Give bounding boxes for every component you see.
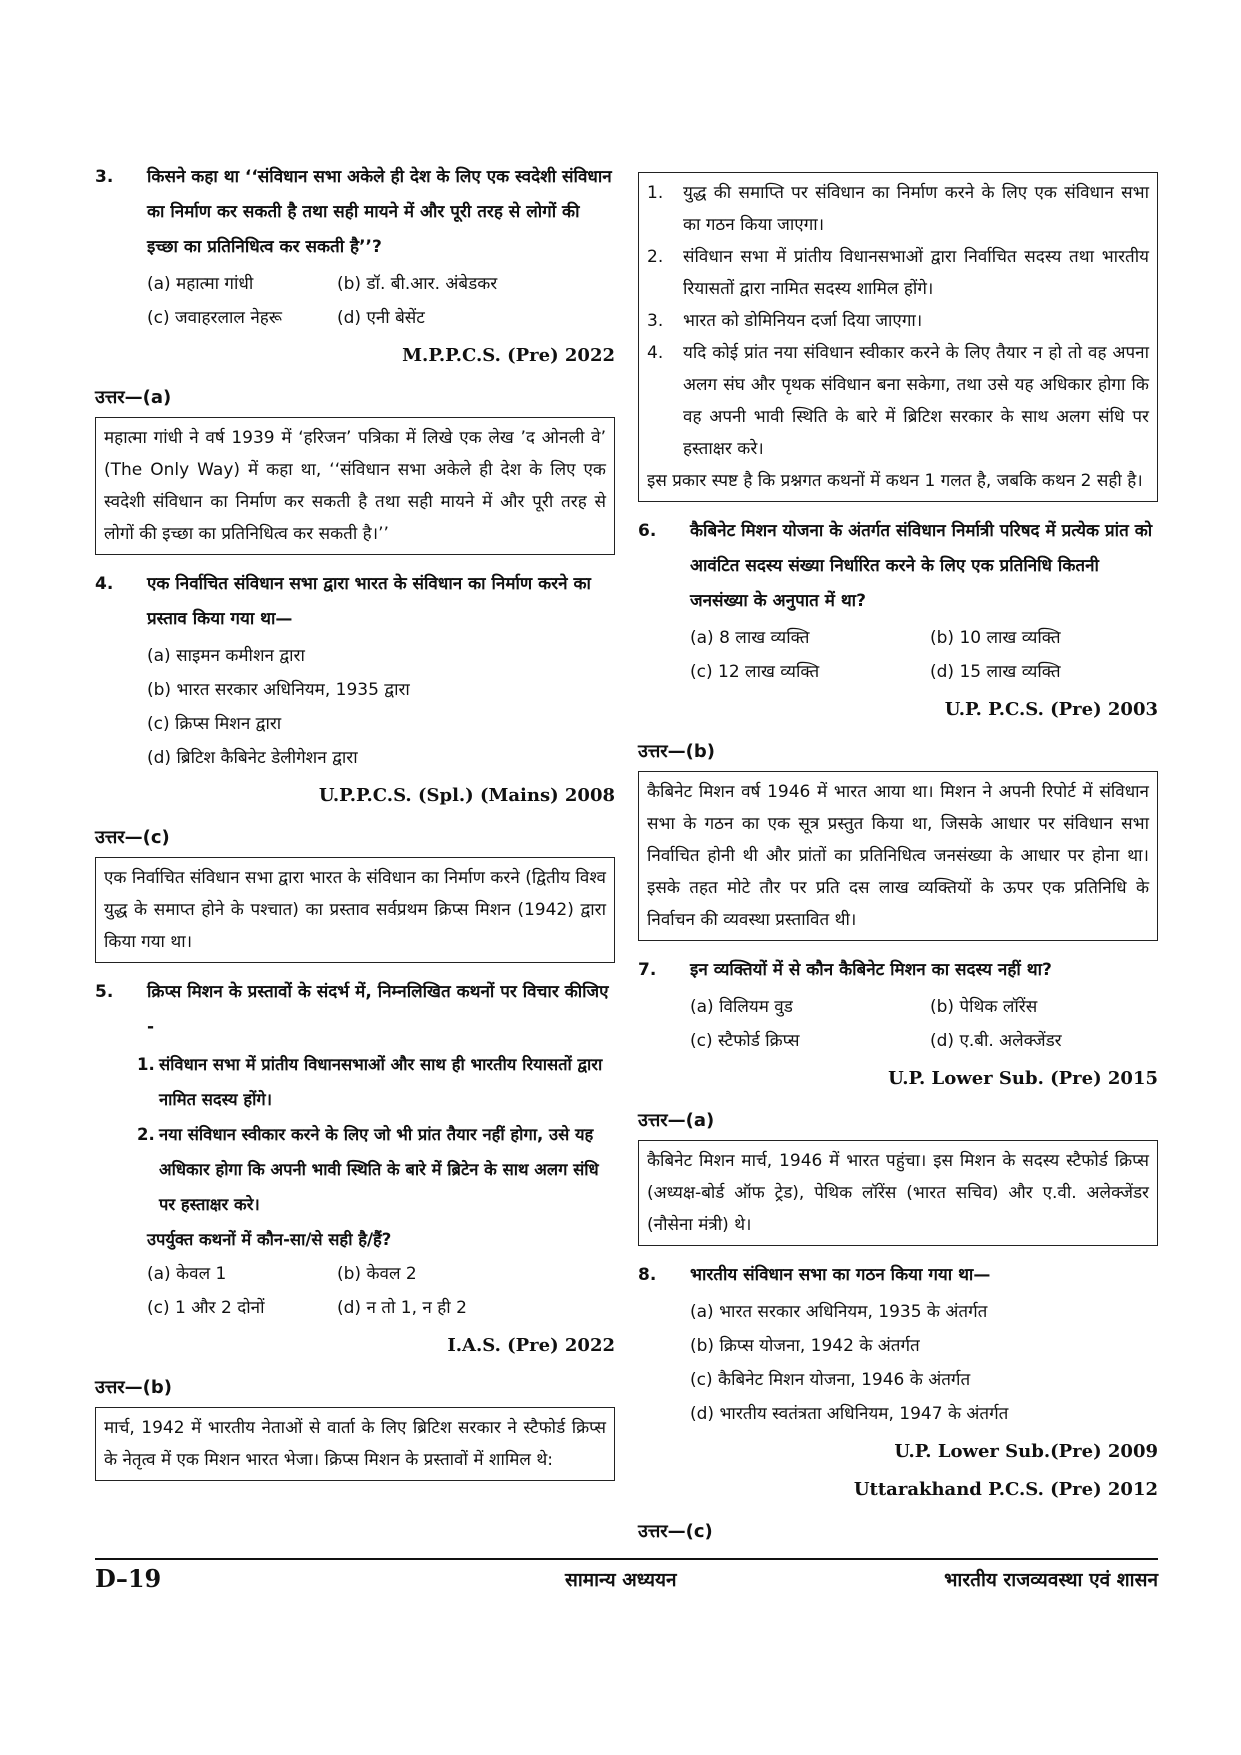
conclusion-text: इस प्रकार स्पष्ट है कि प्रश्नगत कथनों में कथन 1 गलत है, जबकि कथन 2 सही है। <box>647 471 1143 491</box>
explanation-box: महात्मा गांधी ने वर्ष 1939 में ‘हरिजन’ पत्रिका में लिखे एक लेख ’द ओनली वे’ (The Only Way) में कहा था, ‘‘संविधान सभा अकेले ही देश के लिए एक स्वदेशी संविधान का निर्माण कर सकती है तथा सही मायने में और पूरी तरह से लोगों की इच्छा का प्रतिनिधित्व कर सकती है।’’ <box>95 417 615 555</box>
list-item: 2. संविधान सभा में प्रांतीय विधानसभाओं द्वारा निर्वाचित सदस्य तथा भारतीय रियासतों द्वारा नामित सदस्य शामिल होंगे। <box>647 247 1149 299</box>
question-text: क्रिप्स मिशन के प्रस्तावों के संदर्भ में, निम्नलिखित कथनों पर विचार कीजिए - <box>147 982 609 1037</box>
option-b[interactable]: (b) भारत सरकार अधिनियम, 1935 द्वारा <box>147 680 410 700</box>
answer-label: उत्तर—(a) <box>638 1110 715 1131</box>
page-number: D–19 <box>95 1564 162 1593</box>
options-4 <box>95 639 615 775</box>
option-b[interactable]: (b) डॉ. बी.आर. अंबेडकर <box>337 274 498 294</box>
statement-number: 2. <box>137 1125 155 1144</box>
explanation-box: कैबिनेट मिशन वर्ष 1946 में भारत आया था। मिशन ने अपनी रिपोर्ट में संविधान सभा के गठन का एक सूत्र प्रस्तुत किया था, जिसके आधार पर संविधान सभा निर्वाचित होनी थी और प्रांतों का प्रतिनिधित्व जनसंख्या के आधार पर होना था। इसके तहत मोटे तौर पर प्रति दस लाख व्यक्तियों के ऊपर एक प्रतिनिधि के निर्वाचन की व्यवस्था प्रस्तावित थी। <box>638 771 1158 941</box>
page-footer <box>95 1558 1158 1593</box>
option-a[interactable]: (a) साइमन कमीशन द्वारा <box>147 646 305 666</box>
question-number: 8. <box>638 1265 657 1285</box>
option-a[interactable]: (a) 8 लाख व्यक्ति <box>690 628 810 648</box>
option-d[interactable]: (d) ब्रिटिश कैबिनेट डेलीगेशन द्वारा <box>147 748 358 768</box>
option-c[interactable]: (c) कैबिनेट मिशन योजना, 1946 के अंतर्गत <box>690 1370 971 1390</box>
question-number: 7. <box>638 960 657 980</box>
option-c[interactable]: (c) क्रिप्स मिशन द्वारा <box>147 714 282 734</box>
question-text: इन व्यक्तियों में से कौन कैबिनेट मिशन का सदस्य नहीं था? <box>690 960 1052 980</box>
explanation-box: मार्च, 1942 में भारतीय नेताओं से वार्ता के लिए ब्रिटिश सरकार ने स्टैफोर्ड क्रिप्स के नेतृत्व में एक मिशन भारत भेजा। क्रिप्स मिशन के प्रस्तावों में शामिल थे: <box>95 1407 615 1481</box>
option-b[interactable]: (b) पेथिक लॉरेंस <box>930 997 1038 1017</box>
option-d[interactable]: (d) 15 लाख व्यक्ति <box>930 662 1061 682</box>
explanation-continued-box <box>638 172 1158 502</box>
statement-1 <box>95 1047 615 1117</box>
explanation-box: एक निर्वाचित संविधान सभा द्वारा भारत के संविधान का निर्माण करने (द्वितीय विश्व युद्ध के समाप्त होने के पश्चात) का प्रस्ताव सर्वप्रथम क्रिप्स मिशन (1942) द्वारा किया गया था। <box>95 857 615 963</box>
statement-number: 1. <box>137 1055 155 1074</box>
option-a[interactable]: (a) भारत सरकार अधिनियम, 1935 के अंतर्गत <box>690 1302 988 1322</box>
answer-label: उत्तर—(b) <box>95 1377 173 1398</box>
question-4 <box>95 567 615 637</box>
statement-text: संविधान सभा में प्रांतीय विधानसभाओं और साथ ही भारतीय रियासतों द्वारा नामित सदस्य होंगे। <box>159 1055 603 1109</box>
right-column <box>638 172 1158 1551</box>
list-item: 4. यदि कोई प्रांत नया संविधान स्वीकार करने के लिए तैयार न हो तो वह अपना अलग संघ और पृथक संविधान बना सकेगा, तथा उसे यह अधिकार होगा कि वह अपनी भावी स्थिति के बारे में ब्रिटिश सरकार के साथ अलग संधि पर हस्ताक्षर करे। <box>647 343 1149 459</box>
options-7 <box>638 990 1158 1058</box>
option-a[interactable]: (a) विलियम वुड <box>690 997 793 1017</box>
question-text: किसने कहा था ‘‘संविधान सभा अकेले ही देश के लिए एक स्वदेशी संविधान का निर्माण कर सकती है तथा सही मायने में और पूरी तरह से लोगों की इच्छा का प्रतिनिधित्व कर सकती है’’? <box>147 167 612 257</box>
exam-source: U.P. Lower Sub. (Pre) 2015 <box>888 1068 1158 1089</box>
chapter-title: भारतीय राजव्यवस्था एवं शासन <box>944 1569 1158 1591</box>
question-prompt: उपर्युक्त कथनों में कौन-सा/से सही है/हैं? <box>147 1230 392 1249</box>
exam-source: U.P.P.C.S. (Spl.) (Mains) 2008 <box>318 785 615 806</box>
option-b[interactable]: (b) क्रिप्स योजना, 1942 के अंतर्गत <box>690 1336 920 1356</box>
question-7 <box>638 953 1158 988</box>
option-a[interactable]: (a) केवल 1 <box>147 1264 227 1284</box>
option-c[interactable]: (c) जवाहरलाल नेहरू <box>147 308 282 328</box>
question-5 <box>95 975 615 1045</box>
list-item: 1. युद्ध की समाप्ति पर संविधान का निर्माण करने के लिए एक संविधान सभा का गठन किया जाएगा। <box>647 183 1149 235</box>
question-number: 5. <box>95 982 114 1002</box>
left-column <box>95 160 615 1493</box>
option-d[interactable]: (d) ए.बी. अलेक्जेंडर <box>930 1031 1062 1051</box>
list-item: 3. भारत को डोमिनियन दर्जा दिया जाएगा। <box>647 311 923 331</box>
option-a[interactable]: (a) महात्मा गांधी <box>147 274 254 294</box>
question-6 <box>638 514 1158 619</box>
exam-source: Uttarakhand P.C.S. (Pre) 2012 <box>853 1479 1158 1500</box>
option-d[interactable]: (d) न तो 1, न ही 2 <box>337 1298 467 1318</box>
question-text: कैबिनेट मिशन योजना के अंतर्गत संविधान निर्मात्री परिषद में प्रत्येक प्रांत को आवंटित सदस्य संख्या निर्धारित करने के लिए एक प्रतिनिधि कितनी जनसंख्या के अनुपात में था? <box>690 521 1153 611</box>
answer-label: उत्तर—(c) <box>95 827 170 848</box>
options-6 <box>638 621 1158 689</box>
exam-source: M.P.P.C.S. (Pre) 2022 <box>402 345 615 366</box>
answer-label: उत्तर—(b) <box>638 741 716 762</box>
options-3 <box>95 267 615 335</box>
exam-source: U.P. Lower Sub.(Pre) 2009 <box>894 1441 1158 1462</box>
options-8 <box>638 1295 1158 1431</box>
question-number: 4. <box>95 574 114 594</box>
book-title: सामान्य अध्ययन <box>565 1569 677 1591</box>
question-number: 3. <box>95 167 114 187</box>
answer-label: उत्तर—(a) <box>95 387 172 408</box>
option-c[interactable]: (c) स्टैफोर्ड क्रिप्स <box>690 1031 800 1051</box>
question-text: भारतीय संविधान सभा का गठन किया गया था— <box>690 1265 991 1285</box>
question-text: एक निर्वाचित संविधान सभा द्वारा भारत के संविधान का निर्माण करने का प्रस्ताव किया गया था— <box>147 574 591 629</box>
proposal-list <box>647 177 1149 465</box>
explanation-box: कैबिनेट मिशन मार्च, 1946 में भारत पहुंचा। इस मिशन के सदस्य स्टैफोर्ड क्रिप्स (अध्यक्ष-बोर्ड ऑफ ट्रेड), पेथिक लॉरेंस (भारत सचिव) और ए.वी. अलेक्जेंडर (नौसेना मंत्री) थे। <box>638 1140 1158 1246</box>
answer-label: उत्तर—(c) <box>638 1521 713 1542</box>
option-d[interactable]: (d) एनी बेसेंट <box>337 308 425 328</box>
option-c[interactable]: (c) 1 और 2 दोनों <box>147 1298 265 1318</box>
question-3 <box>95 160 615 265</box>
question-8 <box>638 1258 1158 1293</box>
options-5 <box>95 1257 615 1325</box>
statement-text: नया संविधान स्वीकार करने के लिए जो भी प्रांत तैयार नहीं होगा, उसे यह अधिकार होगा कि अपनी भावी स्थिति के बारे में ब्रिटेन के साथ अलग संधि पर हस्ताक्षर करे। <box>159 1125 599 1214</box>
exam-source: U.P. P.C.S. (Pre) 2003 <box>944 699 1158 720</box>
option-d[interactable]: (d) भारतीय स्वतंत्रता अधिनियम, 1947 के अंतर्गत <box>690 1404 1009 1424</box>
statement-2 <box>95 1117 615 1222</box>
exam-source: I.A.S. (Pre) 2022 <box>447 1335 615 1356</box>
option-b[interactable]: (b) 10 लाख व्यक्ति <box>930 628 1061 648</box>
question-number: 6. <box>638 521 657 541</box>
option-b[interactable]: (b) केवल 2 <box>337 1264 417 1284</box>
option-c[interactable]: (c) 12 लाख व्यक्ति <box>690 662 820 682</box>
